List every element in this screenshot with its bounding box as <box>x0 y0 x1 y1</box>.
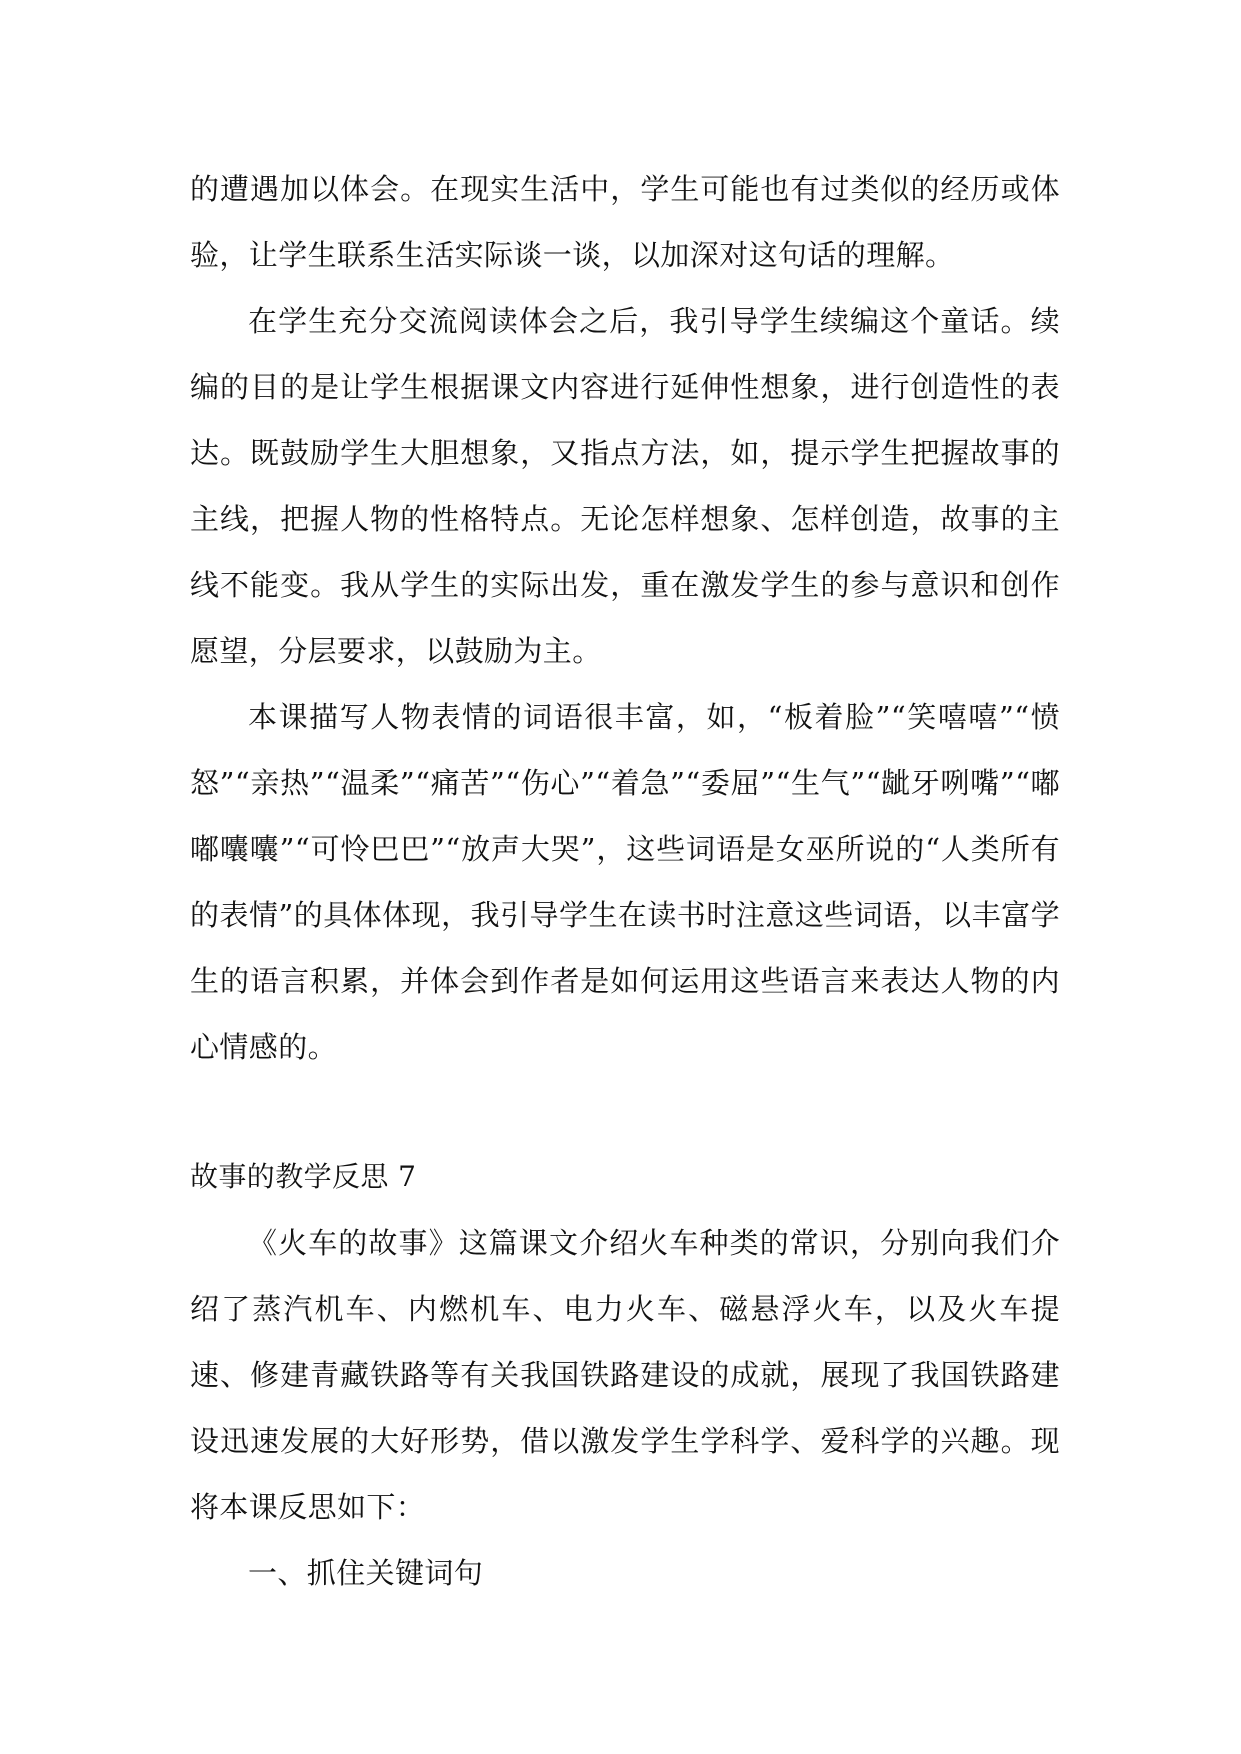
paragraph-continuation: 的遭遇加以体会。在现实生活中，学生可能也有过类似的经历或体验，让学生联系生活实际谈一谈，以加深对这句话的理解。 <box>190 172 1060 272</box>
paragraph-story-continuation: 在学生充分交流阅读体会之后，我引导学生续编这个童话。续编的目的是让学生根据课文内容进行延伸性想象，进行创造性的表达。既鼓励学生大胆想象，又指点方法，如，提示学生把握故事的主线，把握人物的性格特点。无论怎样想象、怎样创造，故事的主线不能变。我从学生的实际出发，重在激发学生的参与意识和创作愿望，分层要求，以鼓励为主。 <box>190 304 1060 668</box>
section-point-heading: 一、抓住关键词句 <box>248 1556 484 1590</box>
paragraph-expression-words: 本课描写人物表情的词语很丰富，如，“板着脸”“笑嘻嘻”“愤怒”“亲热”“温柔”“痛苦”“伤心”“着急”“委屈”“生气”“龇牙咧嘴”“嘟嘟囔囔”“可怜巴巴”“放声大哭”，这些词语是女巫所说的“人类所有的表情”的具体体现，我引导学生在读书时注意这些词语，以丰富学生的语言积累，并体会到作者是如何运用这些语言来表达人物的内心情感的。 <box>190 700 1060 1064</box>
section-intro-paragraph: 《火车的故事》这篇课文介绍火车种类的常识，分别向我们介绍了蒸汽机车、内燃机车、电力火车、磁悬浮火车，以及火车提速、修建青藏铁路等有关我国铁路建设的成就，展现了我国铁路建设迅速发展的大好形势，借以激发学生学科学、爱科学的兴趣。现将本课反思如下： <box>190 1226 1060 1524</box>
section-title: 故事的教学反思 7 <box>190 1160 417 1193</box>
document-body <box>190 156 1060 1606</box>
section-spacer <box>190 1080 1060 1144</box>
